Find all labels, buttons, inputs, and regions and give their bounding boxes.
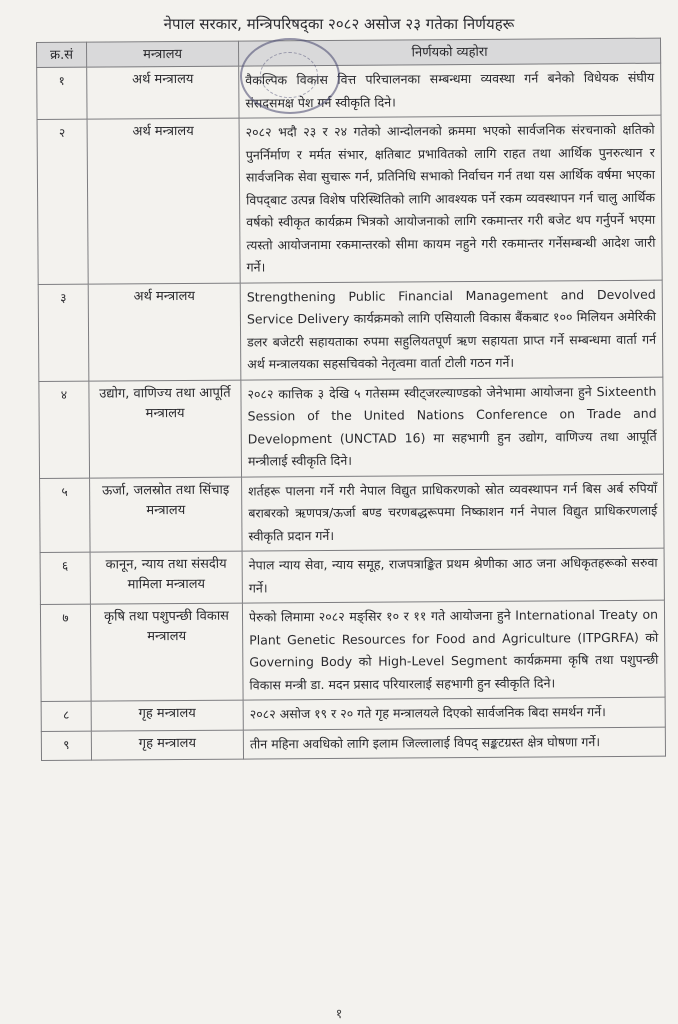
table-row: [40, 600, 665, 701]
table-row: [40, 474, 665, 553]
serial-number: २: [37, 119, 88, 284]
serial-number: ६: [40, 552, 90, 604]
table-row: [38, 280, 663, 381]
ministry-header: मन्त्रालय: [87, 41, 239, 67]
serial-number: ८: [41, 701, 91, 731]
ministry-name: कानून, न्याय तथा संसदीय मामिला मन्त्रालय: [90, 551, 242, 604]
serial-header: क्र.सं: [37, 42, 87, 67]
serial-number: १: [37, 67, 87, 119]
table-row: [40, 548, 664, 604]
ministry-name: ऊर्जा, जलस्रोत तथा सिंचाइ मन्त्रालय: [90, 477, 243, 553]
serial-number: ५: [40, 478, 91, 553]
decisions-table: [36, 38, 666, 761]
decision-text: नेपाल न्याय सेवा, न्याय समूह, राजपत्राङ्कित प्रथम श्रेणीका आठ जना अधिकृतहरूको सरुवा गर्ने।: [242, 548, 664, 603]
table-row: [41, 697, 665, 731]
table-row: [39, 377, 664, 478]
decision-text: पेरुको लिमामा २०८२ मङ्सिर १० र ११ गते आयोजना हुने International Treaty on Plant Genetic Resources for Food and Agriculture (ITPGRFA) को Governing Body को High-Level Segment कार्यक्रममा कृषि तथा पशुपन्छी विकास मन्त्री डा. मदन प्रसाद परियारलाई सहभागी हुन स्वीकृति दिने।: [242, 600, 665, 700]
decision-text: २०८२ असोज १९ र २० गते गृह मन्त्रालयले दिएको सार्वजनिक बिदा समर्थन गर्ने।: [243, 697, 665, 729]
decision-text: शर्तहरू पालना गर्ने गरी नेपाल विद्युत प्राधिकरणको स्रोत व्यवस्थापन गर्न बिस अर्ब रुपियाँ बराबरको ऋणपत्र/ऊर्जा बण्ड चरणबद्धरूपमा निष्काशन गर्न नेपाल विद्युत प्राधिकरणलाई स्वीकृति प्रदान गर्ने।: [242, 474, 665, 551]
serial-number: ७: [40, 604, 91, 701]
decision-text: Strengthening Public Financial Management and Devolved Service Delivery कार्यक्रमको लागि एसियाली विकास बैंकबाट १०० मिलियन अमेरिकी डलर बजेटरी सहायताका रुपमा सहुलियतपूर्ण ऋण सहायता प्राप्त गर्ने सम्बन्धमा वार्ता गर्न अर्थ मन्त्रालयका सहसचिवको नेतृत्वमा वार्ता टोली गठन गर्ने।: [240, 280, 663, 380]
ministry-name: अर्थ मन्त्रालय: [88, 283, 241, 381]
decision-text: वैकल्पिक विकास वित्त परिचालनका सम्बन्धमा व्यवस्था गर्न बनेको विधेयक संघीय संसदसमक्ष पेश गर्न स्वीकृति दिने।: [239, 63, 661, 118]
decision-header: निर्णयको व्यहोरा: [238, 38, 660, 66]
page-title: नेपाल सरकार, मन्त्रिपरिषद्का २०८२ असोज २३ गतेका निर्णयहरू: [163, 15, 515, 33]
serial-number: ४: [39, 381, 90, 478]
table-row: [37, 115, 662, 284]
serial-number: ३: [38, 284, 89, 381]
ministry-name: अर्थ मन्त्रालय: [87, 118, 240, 284]
ministry-name: गृह मन्त्रालय: [91, 700, 243, 731]
page-number: १: [335, 1007, 343, 1022]
table-row: [41, 727, 665, 761]
ministry-name: अर्थ मन्त्रालय: [87, 66, 239, 119]
decision-text: २०८२ भदौ २३ र २४ गतेको आन्दोलनको क्रममा भएको सार्वजनिक संरचनाको क्षतिको पुनर्निर्माण र मर्मत संभार, क्षतिबाट प्रभावितको लागि राहत तथा आर्थिक पुनरुत्थान र सार्वजनिक सेवा सुचारू गर्न, प्रतिनिधि सभाको निर्वाचन गर्न तथा यस आर्थिक वर्षमा भएका विपद्‌बाट उत्पन्न विशेष परिस्थितिको लागि आवश्यक पर्ने रकम व्यवस्थापन गर्न चालु आर्थिक वर्षको स्वीकृत कार्यक्रम भित्रको आयोजनाको लागि रकमान्तर गरी बजेट थप गर्नुपर्ने भएमा त्यस्तो आयोजनामा रकमान्तरको सीमा कायम नहुने गरी रकमान्तर गर्नेसम्बन्धी आदेश जारी गर्ने।: [239, 115, 662, 282]
ministry-name: कृषि तथा पशुपन्छी विकास मन्त्रालय: [90, 603, 243, 701]
serial-number: ९: [41, 731, 91, 761]
decision-text: २०८२ कात्तिक ३ देखि ५ गतेसम्म स्वीट्जरल्याण्डको जेनेभामा आयोजना हुने Sixteenth Session of the United Nations Conference on Trade and Development (UNCTAD 16) मा सहभागी हुन उद्योग, वाणिज्य तथा आपूर्ति मन्त्रीलाई स्वीकृति दिने।: [241, 377, 664, 477]
decision-text: तीन महिना अवधिको लागि इलाम जिल्लालाई विपद् सङ्कटग्रस्त क्षेत्र घोषणा गर्ने।: [243, 727, 665, 759]
ministry-name: उद्योग, वाणिज्य तथा आपूर्ति मन्त्रालय: [89, 380, 242, 478]
table-row: [37, 63, 661, 119]
ministry-name: गृह मन्त्रालय: [91, 730, 243, 761]
